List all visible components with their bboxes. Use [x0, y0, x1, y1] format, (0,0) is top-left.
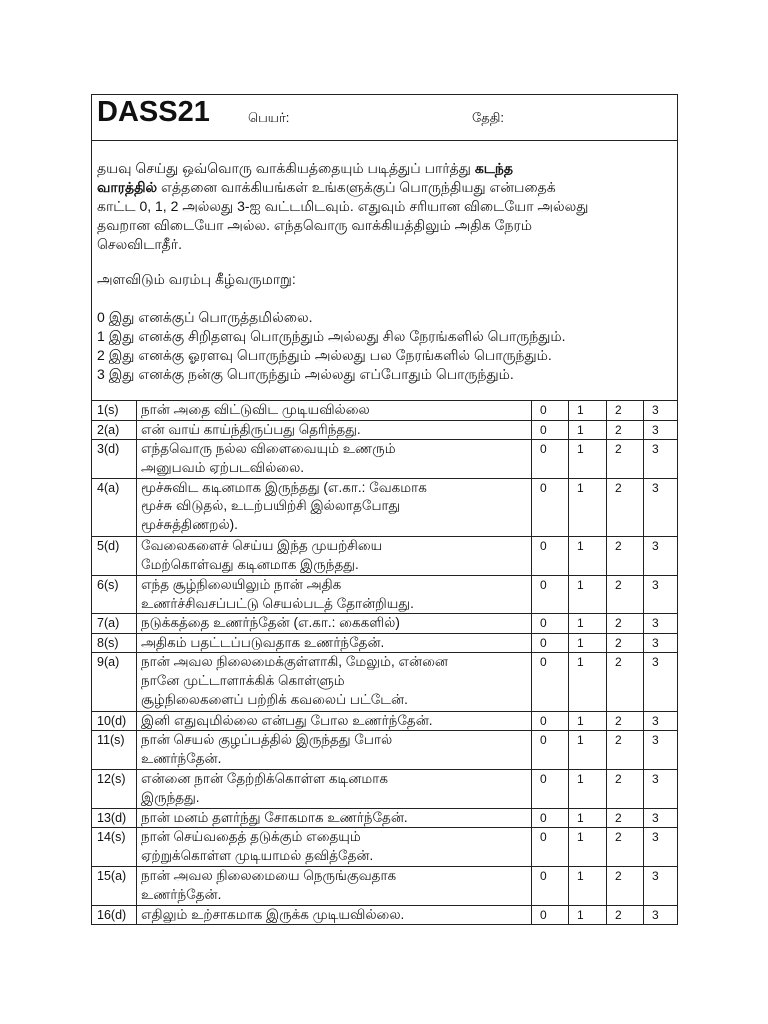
statement-line: இருந்தது. — [141, 789, 200, 805]
statement-line: நான் செயல் குழப்பத்தில் இருந்தது போல் — [141, 732, 393, 748]
option-0: 0 — [531, 828, 568, 866]
option-2: 2 — [606, 479, 643, 536]
option-0: 0 — [531, 576, 568, 614]
name-label: பெயர்: — [248, 110, 290, 125]
table-row — [92, 536, 677, 575]
option-0: 0 — [531, 653, 568, 710]
scale-text: இது எனக்கு சிறிதளவு பொருந்தும் அல்லது சில நேரங்களில் பொருந்தும். — [108, 327, 566, 344]
statement-line: என்னை நான் தேற்றிக்கொள்ள கடினமாக — [141, 771, 388, 787]
statement-line: நானே முட்டாளாக்கிக் கொள்ளும் — [141, 673, 345, 689]
option-3: 3 — [643, 731, 677, 769]
option-3: 3 — [643, 770, 677, 808]
scale-value: 2 — [97, 346, 105, 363]
item-code: 9(a) — [97, 655, 120, 670]
option-1: 1 — [568, 653, 606, 710]
instructions-section — [91, 141, 678, 400]
option-0: 0 — [531, 712, 568, 731]
questions-table — [91, 400, 678, 925]
scale-item — [97, 346, 673, 365]
item-statement — [136, 653, 531, 710]
option-3: 3 — [643, 421, 677, 440]
option-2: 2 — [606, 614, 643, 633]
table-row — [92, 633, 677, 653]
option-0: 0 — [531, 614, 568, 633]
option-2: 2 — [606, 770, 643, 808]
scale-text: இது எனக்குப் பொருத்தமில்லை. — [108, 308, 313, 325]
option-0: 0 — [531, 440, 568, 478]
item-statement — [136, 867, 531, 905]
option-1: 1 — [568, 731, 606, 769]
item-statement — [136, 712, 531, 731]
item-code: 12(s) — [97, 772, 126, 787]
scale-item — [97, 327, 673, 346]
statement-line: உணர்ச்சிவசப்பட்டு செயல்படத் தோன்றியது. — [141, 595, 414, 611]
scale-item — [97, 365, 673, 384]
instruction-line — [97, 159, 673, 178]
option-1: 1 — [568, 576, 606, 614]
item-code: 13(d) — [97, 810, 127, 825]
option-0: 0 — [531, 421, 568, 440]
table-row — [92, 652, 677, 710]
scale-item — [97, 308, 673, 327]
item-code: 8(s) — [97, 635, 119, 650]
item-statement — [136, 576, 531, 614]
statement-line: நான் அதை விட்டுவிட முடியவில்லை — [141, 402, 370, 417]
option-2: 2 — [606, 867, 643, 905]
option-0: 0 — [531, 537, 568, 575]
dass21-form — [91, 94, 678, 925]
option-0: 0 — [531, 867, 568, 905]
table-row — [92, 827, 677, 866]
scale-text: இது எனக்கு நன்கு பொருந்தும் அல்லது எப்போதும் பொருந்தும். — [108, 365, 514, 382]
option-1: 1 — [568, 770, 606, 808]
option-1: 1 — [568, 537, 606, 575]
statement-line: அனுபவம் ஏற்படவில்லை. — [141, 459, 305, 475]
statement-line: நடுக்கத்தை உணர்ந்தேன் (எ.கா.: கைகளில்) — [141, 615, 400, 631]
option-1: 1 — [568, 634, 606, 653]
item-statement — [136, 614, 531, 633]
item-code: 2(a) — [97, 422, 120, 437]
instruction-text: தயவு செய்து ஒவ்வொரு வாக்கியத்தையும் படித்துப் பார்த்து — [97, 159, 471, 176]
table-row — [92, 769, 677, 808]
table-row — [92, 575, 677, 614]
statement-line: உணர்ந்தேன். — [141, 886, 222, 902]
item-statement — [136, 537, 531, 575]
statement-line: இனி எதுவுமில்லை என்பது போல உணர்ந்தேன். — [141, 712, 433, 728]
option-3: 3 — [643, 809, 677, 828]
item-code: 11(s) — [97, 733, 125, 748]
statement-line: சூழ்நிலைகளைப் பற்றிக் கவலைப் பட்டேன். — [141, 692, 408, 708]
statement-line: வேலைகளைச் செய்ய இந்த முயற்சியை — [141, 538, 383, 554]
instruction-line — [97, 178, 673, 197]
option-2: 2 — [606, 401, 643, 420]
option-1: 1 — [568, 421, 606, 440]
option-3: 3 — [643, 828, 677, 866]
option-3: 3 — [643, 614, 677, 633]
item-code: 1(s) — [97, 403, 119, 417]
table-row — [92, 866, 677, 905]
statement-line: நான் அவல நிலைமைக்குள்ளாகி, மேலும், என்னை — [141, 654, 448, 670]
item-code: 7(a) — [97, 616, 120, 631]
instruction-line: செலவிடாதீர். — [97, 235, 182, 252]
item-statement — [136, 809, 531, 828]
statement-line: மேற்கொள்வது கடினமாக இருந்தது. — [141, 556, 359, 572]
statement-line: நான் செய்வதைத் தடுக்கும் எதையும் — [141, 829, 361, 845]
scale-heading: அளவிடும் வரம்பு கீழ்வருமாறு: — [97, 270, 296, 287]
statement-line: ஏற்றுக்கொள்ள முடியாமல் தவித்தேன். — [141, 848, 374, 864]
instruction-text: எத்தனை வாக்கியங்கள் உங்களுக்குப் பொருந்தியது என்பதைக் — [161, 178, 556, 195]
option-1: 1 — [568, 867, 606, 905]
scale-value: 0 — [97, 308, 105, 325]
option-3: 3 — [643, 479, 677, 536]
table-row — [92, 711, 677, 731]
item-code: 16(d) — [97, 907, 127, 922]
option-0: 0 — [531, 479, 568, 536]
instruction-emphasis: வாரத்தில் — [97, 178, 158, 195]
item-statement — [136, 479, 531, 536]
instructions-paragraph — [97, 159, 673, 254]
option-1: 1 — [568, 401, 606, 420]
item-statement — [136, 770, 531, 808]
table-row — [92, 905, 677, 925]
form-title: DASS21 — [97, 96, 210, 128]
item-statement — [136, 906, 531, 925]
item-code: 15(a) — [97, 868, 127, 883]
item-statement — [136, 421, 531, 440]
table-row — [92, 478, 677, 536]
item-code: 5(d) — [97, 539, 120, 554]
option-1: 1 — [568, 906, 606, 925]
statement-line: என் வாய் காய்ந்திருப்பது தெரிந்தது. — [141, 421, 361, 437]
option-1: 1 — [568, 809, 606, 828]
statement-line: மூச்சுவிட கடினமாக இருந்தது (எ.கா.: வேகமாக — [141, 479, 427, 495]
option-1: 1 — [568, 479, 606, 536]
option-2: 2 — [606, 634, 643, 653]
option-2: 2 — [606, 440, 643, 478]
statement-line: எதிலும் உற்சாகமாக இருக்க முடியவில்லை. — [141, 906, 405, 922]
option-1: 1 — [568, 614, 606, 633]
option-0: 0 — [531, 809, 568, 828]
item-statement — [136, 440, 531, 478]
scale-value: 1 — [97, 327, 105, 344]
option-3: 3 — [643, 867, 677, 905]
option-1: 1 — [568, 828, 606, 866]
option-3: 3 — [643, 576, 677, 614]
item-code: 6(s) — [97, 577, 119, 592]
option-0: 0 — [531, 401, 568, 420]
item-statement — [136, 634, 531, 653]
item-statement — [136, 828, 531, 866]
item-statement — [136, 731, 531, 769]
scale-text: இது எனக்கு ஓரளவு பொருந்தும் அல்லது பல நேரங்களில் பொருந்தும். — [108, 346, 552, 363]
option-3: 3 — [643, 440, 677, 478]
option-2: 2 — [606, 712, 643, 731]
statement-line: மூச்சு விடுதல், உடற்பயிற்சி இல்லாதபோது — [141, 498, 401, 514]
item-code: 4(a) — [97, 480, 120, 495]
statement-line: அதிகம் பதட்டப்படுவதாக உணர்ந்தேன். — [141, 634, 385, 650]
table-row — [92, 400, 677, 420]
item-code: 3(d) — [97, 442, 120, 456]
option-0: 0 — [531, 906, 568, 925]
table-row — [92, 420, 677, 440]
table-row — [92, 439, 677, 478]
form-header — [91, 94, 678, 141]
option-0: 0 — [531, 634, 568, 653]
option-3: 3 — [643, 712, 677, 731]
item-code: 14(s) — [97, 830, 126, 845]
option-3: 3 — [643, 401, 677, 420]
option-1: 1 — [568, 712, 606, 731]
statement-line: மூச்சுத்திணறல்). — [141, 517, 238, 533]
table-row — [92, 808, 677, 828]
option-2: 2 — [606, 731, 643, 769]
scale-value: 3 — [97, 365, 105, 382]
statement-line: நான் மனம் தளர்ந்து சோகமாக உணர்ந்தேன். — [141, 809, 408, 825]
option-2: 2 — [606, 653, 643, 710]
table-row — [92, 613, 677, 633]
item-statement — [136, 401, 531, 420]
statement-line: நான் அவல நிலைமையை நெருங்குவதாக — [141, 867, 397, 883]
option-3: 3 — [643, 634, 677, 653]
option-0: 0 — [531, 770, 568, 808]
option-0: 0 — [531, 731, 568, 769]
item-code: 10(d) — [97, 713, 127, 728]
option-1: 1 — [568, 440, 606, 478]
option-3: 3 — [643, 906, 677, 925]
instruction-line: காட்ட 0, 1, 2 அல்லது 3-ஐ வட்டமிடவும். எதுவும் சரியான விடையோ அல்லது — [97, 197, 589, 214]
instruction-line: தவறான விடையோ அல்ல. எந்தவொரு வாக்கியத்திலும் அதிக நேரம் — [97, 216, 532, 233]
option-2: 2 — [606, 906, 643, 925]
date-label: தேதி: — [472, 110, 504, 125]
statement-line: எந்த சூழ்நிலையிலும் நான் அதிக — [141, 576, 342, 592]
option-3: 3 — [643, 653, 677, 710]
table-row — [92, 730, 677, 769]
option-2: 2 — [606, 576, 643, 614]
option-3: 3 — [643, 537, 677, 575]
statement-line: எந்தவொரு நல்ல விளைவையும் உணரும் — [141, 441, 396, 456]
option-2: 2 — [606, 537, 643, 575]
scale-list — [97, 308, 673, 384]
statement-line: உணர்ந்தேன். — [141, 751, 222, 767]
option-2: 2 — [606, 421, 643, 440]
option-2: 2 — [606, 828, 643, 866]
option-2: 2 — [606, 809, 643, 828]
instruction-emphasis: கடந்த — [474, 159, 514, 176]
